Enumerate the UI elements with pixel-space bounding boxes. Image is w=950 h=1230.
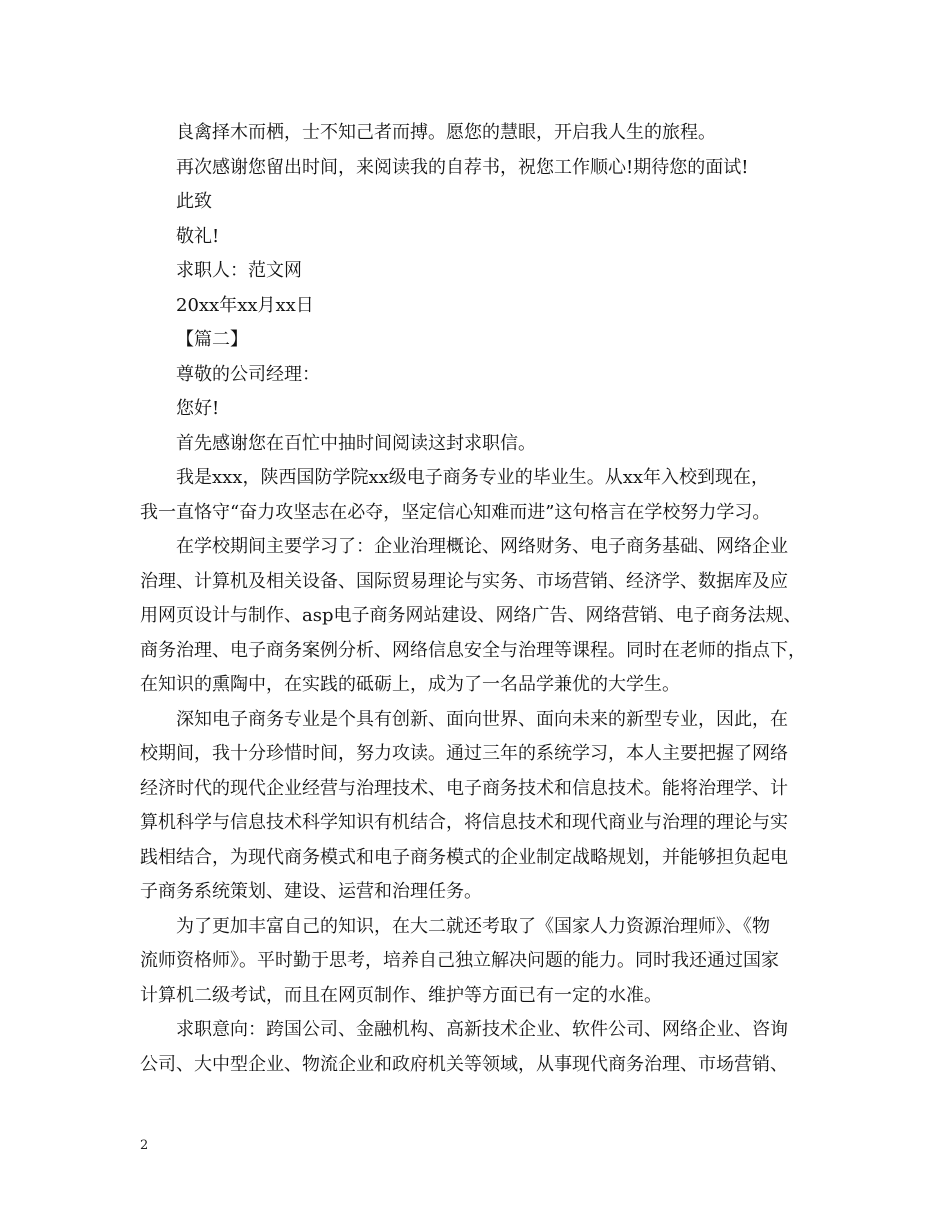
text-line: 首先感谢您在百忙中抽时间阅读这封求职信。 (176, 432, 536, 454)
text-line: 算机科学与信息技术科学知识有机结合，将信息技术和现代商业与治理的理论与实 (140, 812, 788, 833)
text-line: 再次感谢您留出时间，来阅读我的自荐书，祝您工作顺心!期待您的面试! (176, 156, 749, 178)
text-line: 在知识的熏陶中，在实践的砥砺上，成为了一名品学兼优的大学生。 (140, 674, 680, 695)
applicant-signature: 求职人：范文网 (176, 260, 302, 281)
text-line: 校期间，我十分珍惜时间，努力攻读。通过三年的系统学习，本人主要把握了网络 (140, 743, 788, 764)
text-line: 我一直恪守“奋力攻坚志在必夺，坚定信心知难而进”这句格言在学校努力学习。 (140, 501, 771, 523)
text-line: 用网页设计与制作、asp电子商务网站建设、网络广告、网络营销、电子商务法规、 (140, 605, 802, 626)
letter-body (140, 116, 830, 1082)
text-line: 我是xxx，陕西国防学院xx级电子商务专业的毕业生。从xx年入校到现在， (176, 467, 770, 488)
greeting-recipient: 尊敬的公司经理： (176, 363, 320, 385)
text-line: 在学校期间主要学习了：企业治理概论、网络财务、电子商务基础、网络企业 (176, 536, 788, 557)
text-line: 践相结合，为现代商务模式和电子商务模式的企业制定战略规划，并能够担负起电 (140, 846, 788, 868)
text-line: 公司、大中型企业、物流企业和政府机关等领域，从事现代商务治理、市场营销、 (140, 1053, 788, 1075)
closing-salutation: 此致 (176, 191, 212, 212)
text-line: 求职意向：跨国公司、金融机构、高新技术企业、软件公司、网络企业、咨询 (176, 1019, 788, 1040)
page-number: 2 (140, 1138, 149, 1153)
text-line: 深知电子商务专业是个具有创新、面向世界、面向未来的新型专业，因此，在 (176, 708, 788, 730)
text-line: 治理、计算机及相关设备、国际贸易理论与实务、市场营销、经济学、数据库及应 (140, 570, 788, 592)
text-line: 经济时代的现代企业经营与治理技术、电子商务技术和信息技术。能将治理学、计 (140, 777, 788, 799)
text-line: 子商务系统策划、建设、运营和治理任务。 (140, 881, 482, 902)
text-line: 计算机二级考试，而且在网页制作、维护等方面已有一定的水准。 (140, 984, 662, 1006)
section-heading: 【篇二】 (176, 329, 248, 350)
text-line: 流师资格师》。平时勤于思考，培养自己独立解决问题的能力。同时我还通过国家 (140, 950, 779, 971)
text-line: 商务治理、电子商务案例分析、网络信息安全与治理等课程。同时在老师的指点下， (140, 639, 806, 661)
greeting: 您好! (176, 398, 220, 419)
text-line: 良禽择木而栖，士不知己者而搏。愿您的慧眼，开启我人生的旅程。 (176, 122, 716, 143)
closing-regards: 敬礼! (176, 225, 220, 247)
letter-date: 20xx年xx月xx日 (176, 294, 314, 316)
text-line: 为了更加丰富自己的知识，在大二就还考取了《国家人力资源治理师》、《物 (176, 915, 770, 937)
